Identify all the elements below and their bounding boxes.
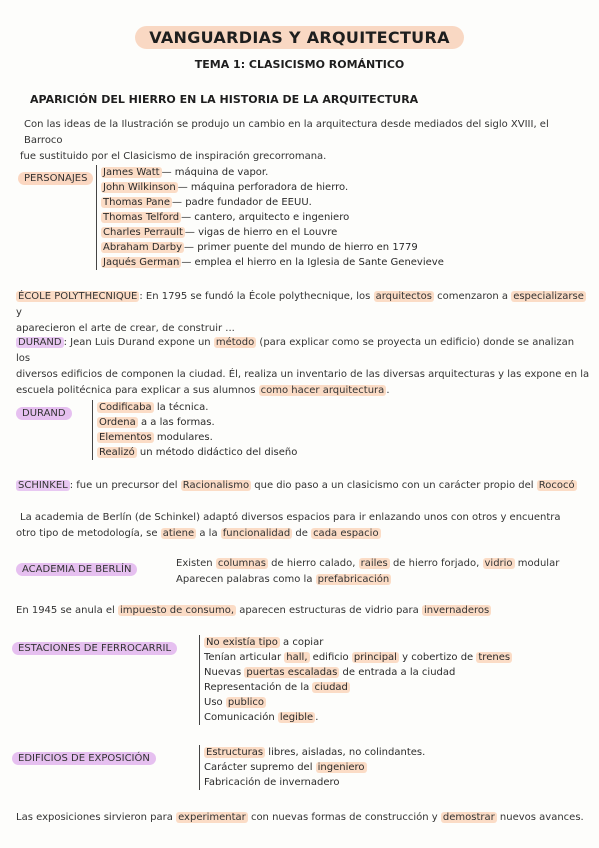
text: y cobertizo de bbox=[398, 652, 477, 663]
highlight: vidrio bbox=[484, 558, 513, 569]
text: edificio bbox=[309, 652, 352, 663]
person-name: Abraham Darby bbox=[103, 242, 183, 253]
text: Comunicación bbox=[204, 712, 278, 723]
text: de entrada a la ciudad bbox=[339, 667, 456, 678]
text: Nuevas bbox=[204, 667, 245, 678]
text: y bbox=[16, 307, 22, 318]
list-item bbox=[97, 430, 297, 445]
text: comenzaron a bbox=[433, 291, 512, 302]
list-item bbox=[97, 445, 297, 460]
text: (para explicar como se proyecta un edificio) donde se analizan los bbox=[16, 337, 575, 364]
estaciones-label bbox=[12, 636, 177, 655]
estaciones-label-text: ESTACIONES DE FERROCARRIL bbox=[12, 642, 177, 655]
highlight: como hacer arquitectura bbox=[260, 385, 385, 396]
text: a a las formas. bbox=[137, 417, 215, 428]
person-desc: — padre fundador de EEUU. bbox=[172, 197, 312, 208]
highlight: funcionalidad bbox=[222, 528, 291, 539]
list-item bbox=[204, 745, 425, 760]
schinkel-paragraph bbox=[16, 478, 591, 494]
text: . bbox=[386, 385, 390, 396]
intro-paragraph bbox=[20, 117, 590, 165]
person-name: Thomas Pane bbox=[103, 197, 171, 208]
list-item bbox=[204, 760, 425, 775]
text: a la bbox=[196, 528, 221, 539]
highlight: Elementos bbox=[99, 432, 152, 443]
intro-line: Con las ideas de la Ilustración se produjo un cambio en la arquitectura desde mediados del siglo XVIII, el Barroco bbox=[24, 119, 549, 146]
list-item bbox=[204, 665, 512, 680]
highlight: Rococó bbox=[538, 480, 575, 491]
exposicion-list bbox=[199, 745, 425, 790]
person-name: James Watt bbox=[103, 167, 160, 178]
highlight: especializarse bbox=[513, 291, 584, 302]
ecole-label: ÉCOLE POLYTHECNIQUE bbox=[18, 291, 138, 302]
highlight: demostrar bbox=[442, 812, 495, 823]
highlight: No existía tipo bbox=[206, 637, 278, 648]
highlight: invernaderos bbox=[423, 605, 490, 616]
text: modulares. bbox=[153, 432, 213, 443]
highlight: arquitectos bbox=[375, 291, 432, 302]
text: un método didáctico del diseño bbox=[136, 447, 298, 458]
durand-label-text: DURAND bbox=[16, 407, 72, 420]
highlight: Estructuras bbox=[206, 747, 264, 758]
list-item bbox=[101, 240, 444, 255]
text: nuevos avances. bbox=[496, 812, 584, 823]
section-heading: APARICIÓN DEL HIERRO EN LA HISTORIA DE LA ARQUITECTURA bbox=[30, 93, 419, 106]
list-item bbox=[204, 650, 512, 665]
academia-lines bbox=[176, 556, 591, 588]
text: Tenían articular bbox=[204, 652, 285, 663]
schinkel-label: SCHINKEL bbox=[18, 480, 68, 491]
person-name: Jaqués German bbox=[103, 257, 180, 268]
list-item bbox=[101, 225, 444, 240]
ecole-line: aparecieron el arte de crear, de construir ... bbox=[16, 323, 235, 334]
durand-paragraph bbox=[16, 335, 591, 399]
list-item bbox=[101, 210, 444, 225]
text: Existen bbox=[176, 558, 216, 569]
list-item bbox=[101, 195, 444, 210]
person-desc: — cantero, arquitecto e ingeniero bbox=[181, 212, 350, 223]
highlight: cada espacio bbox=[313, 528, 379, 539]
text: de hierro forjado, bbox=[389, 558, 483, 569]
text: : fue un precursor del bbox=[69, 480, 181, 491]
text: de bbox=[292, 528, 312, 539]
text: En 1945 se anula el bbox=[16, 605, 119, 616]
highlight: impuesto de consumo, bbox=[120, 605, 235, 616]
highlight: Realizó bbox=[99, 447, 135, 458]
subtitle: TEMA 1: CLASICISMO ROMÁNTICO bbox=[194, 58, 405, 71]
personajes-label-text: PERSONAJES bbox=[18, 172, 93, 185]
exposicion-label bbox=[12, 746, 156, 765]
person-name: Thomas Telford bbox=[103, 212, 180, 223]
highlight: railes bbox=[360, 558, 388, 569]
text: otro tipo de metodología, se bbox=[16, 528, 161, 539]
text: de hierro calado, bbox=[267, 558, 359, 569]
closing-paragraph bbox=[16, 810, 596, 826]
durand-line bbox=[16, 383, 591, 399]
page-title-text: VANGUARDIAS Y ARQUITECTURA bbox=[135, 26, 464, 49]
highlight: prefabricación bbox=[317, 574, 390, 585]
academia-line bbox=[176, 572, 591, 588]
text: Aparecen palabras como la bbox=[176, 574, 316, 585]
list-item bbox=[204, 635, 512, 650]
durand-line bbox=[16, 335, 591, 367]
text: libres, aisladas, no colindantes. bbox=[265, 747, 426, 758]
text: . bbox=[315, 712, 319, 723]
person-desc: — máquina de vapor. bbox=[161, 167, 269, 178]
text: la técnica. bbox=[153, 402, 209, 413]
list-item: Fabricación de invernadero bbox=[204, 777, 340, 788]
highlight: hall, bbox=[286, 652, 308, 663]
list-item bbox=[204, 695, 512, 710]
person-desc: — vigas de hierro en el Louvre bbox=[184, 227, 338, 238]
year-1945-paragraph bbox=[16, 603, 591, 619]
personajes-list bbox=[96, 165, 444, 270]
text: escuela politécnica para explicar a sus alumnos bbox=[16, 385, 259, 396]
academia-label bbox=[16, 557, 137, 576]
person-desc: — primer puente del mundo de hierro en 1779 bbox=[184, 242, 418, 253]
person-name: Charles Perrault bbox=[103, 227, 183, 238]
highlight: principal bbox=[353, 652, 397, 663]
berlin-line: La academia de Berlín (de Schinkel) adaptó diversos espacios para ir enlazando unos con otros y encuentra bbox=[20, 512, 561, 523]
text: aparecen estructuras de vidrio para bbox=[236, 605, 422, 616]
durand-list bbox=[92, 400, 297, 460]
text: Carácter supremo del bbox=[204, 762, 316, 773]
ecole-paragraph bbox=[16, 289, 591, 337]
list-item bbox=[204, 680, 512, 695]
highlight: Racionalismo bbox=[182, 480, 250, 491]
text: que dio paso a un clasicismo con un carácter propio del bbox=[251, 480, 537, 491]
academia-line bbox=[176, 556, 591, 572]
list-item bbox=[101, 165, 444, 180]
list-item bbox=[101, 180, 444, 195]
highlight: Ordena bbox=[99, 417, 136, 428]
highlight: experimentar bbox=[178, 812, 246, 823]
text: modular bbox=[514, 558, 560, 569]
text: con nuevas formas de construcción y bbox=[247, 812, 441, 823]
text: Las exposiciones sirvieron para bbox=[16, 812, 177, 823]
text: Uso bbox=[204, 697, 226, 708]
durand-label: DURAND bbox=[18, 337, 62, 348]
academia-label-text: ACADEMIA DE BERLÍN bbox=[16, 563, 137, 576]
berlin-paragraph bbox=[16, 510, 591, 542]
highlight: publico bbox=[227, 697, 265, 708]
person-desc: — emplea el hierro en la Iglesia de Sante Genevieve bbox=[181, 257, 444, 268]
highlight: trenes bbox=[478, 652, 511, 663]
list-item bbox=[97, 400, 297, 415]
text: : En 1795 se fundó la École polythecnique, los bbox=[139, 291, 374, 302]
text: Representación de la bbox=[204, 682, 313, 693]
list-item bbox=[204, 710, 512, 725]
list-item bbox=[97, 415, 297, 430]
text: a copiar bbox=[279, 637, 324, 648]
exposicion-label-text: EDIFICIOS DE EXPOSICIÓN bbox=[12, 752, 156, 765]
highlight: Codificaba bbox=[99, 402, 152, 413]
highlight: ingeniero bbox=[317, 762, 365, 773]
durand-line: diversos edificios de componen la ciudad. Él, realiza un inventario de las diversas arquitecturas y las expone en la bbox=[16, 369, 590, 380]
highlight: legible bbox=[279, 712, 314, 723]
highlight: ciudad bbox=[314, 682, 348, 693]
berlin-line bbox=[16, 526, 591, 542]
personajes-label bbox=[18, 166, 93, 185]
highlight: puertas escaladas bbox=[246, 667, 338, 678]
highlight: columnas bbox=[217, 558, 266, 569]
text: : Jean Luis Durand expone un bbox=[63, 337, 214, 348]
intro-line: fue sustituido por el Clasicismo de inspiración grecorromana. bbox=[20, 151, 327, 162]
estaciones-list bbox=[199, 635, 512, 725]
list-item bbox=[101, 255, 444, 270]
highlight: atiene bbox=[162, 528, 195, 539]
ecole-line bbox=[16, 289, 591, 321]
durand-label-2 bbox=[16, 401, 72, 420]
person-desc: — máquina perforadora de hierro. bbox=[177, 182, 349, 193]
person-name: John Wilkinson bbox=[103, 182, 176, 193]
highlight: método bbox=[215, 337, 255, 348]
page-title bbox=[0, 26, 599, 49]
